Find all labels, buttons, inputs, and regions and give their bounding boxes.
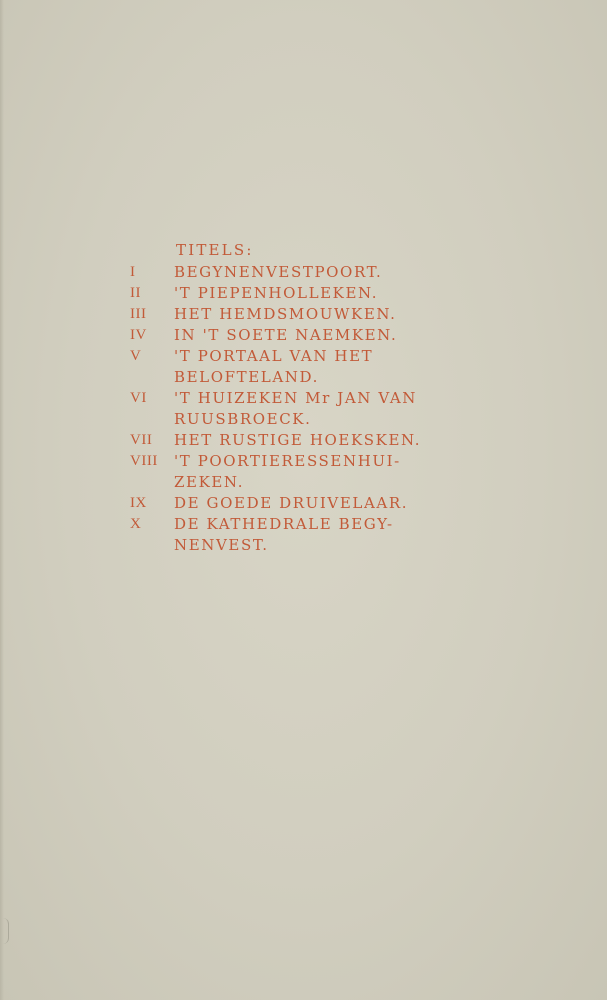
toc-title [174,388,450,430]
toc-numeral: III [130,306,147,322]
toc-heading: TITELS: [176,241,254,259]
toc-title [174,514,450,556]
toc-entry-2 [130,283,450,304]
toc-numeral: VII [130,432,153,448]
toc-entry-8 [130,451,450,493]
toc-title [174,325,450,346]
toc-entry-9 [130,493,450,514]
toc-numeral: X [130,516,142,532]
toc-title-line: 'T PORTAAL VAN HET [174,347,374,365]
toc-numeral: IX [130,495,147,511]
toc-title [174,262,450,283]
toc-title-line: 'T HUIZEKEN Mr JAN VAN [174,389,417,407]
toc-title-line: HET HEMDSMOUWKEN. [174,305,397,323]
toc-title-line: IN 'T SOETE NAEMKEN. [174,326,398,344]
page-edge-shadow [0,0,4,1000]
toc-numeral: V [130,348,142,364]
toc-title-line: NENVEST. [174,536,269,554]
toc-title [174,283,450,304]
toc-title-line: BEGYNENVESTPOORT. [174,263,383,281]
toc-entry-10 [130,514,450,556]
toc-entry-6 [130,388,450,430]
toc-numeral: VIII [130,453,158,469]
toc-entry-4 [130,325,450,346]
binding-mark [0,918,9,944]
toc-entry-7 [130,430,450,451]
toc-title-line: 'T POORTIERESSENHUI- [174,452,401,470]
toc-title [174,346,450,388]
table-of-contents [130,238,450,556]
toc-numeral: II [130,285,141,301]
toc-entry-3 [130,304,450,325]
toc-title [174,430,450,451]
toc-title [174,493,450,514]
toc-numeral: VI [130,390,147,406]
toc-title-line: ZEKEN. [174,473,245,491]
toc-title [174,304,450,325]
toc-numeral: IV [130,327,147,343]
toc-title-line: BELOFTELAND. [174,368,319,386]
toc-entry-1 [130,262,450,283]
toc-title-line: 'T PIEPENHOLLEKEN. [174,284,379,302]
toc-title-line: HET RUSTIGE HOEKSKEN. [174,431,422,449]
toc-title [174,451,450,493]
toc-numeral: I [130,264,136,280]
toc-title-line: RUUSBROECK. [174,410,312,428]
toc-title-line: DE KATHEDRALE BEGY- [174,515,394,533]
toc-entry-5 [130,346,450,388]
toc-title-line: DE GOEDE DRUIVELAAR. [174,494,409,512]
